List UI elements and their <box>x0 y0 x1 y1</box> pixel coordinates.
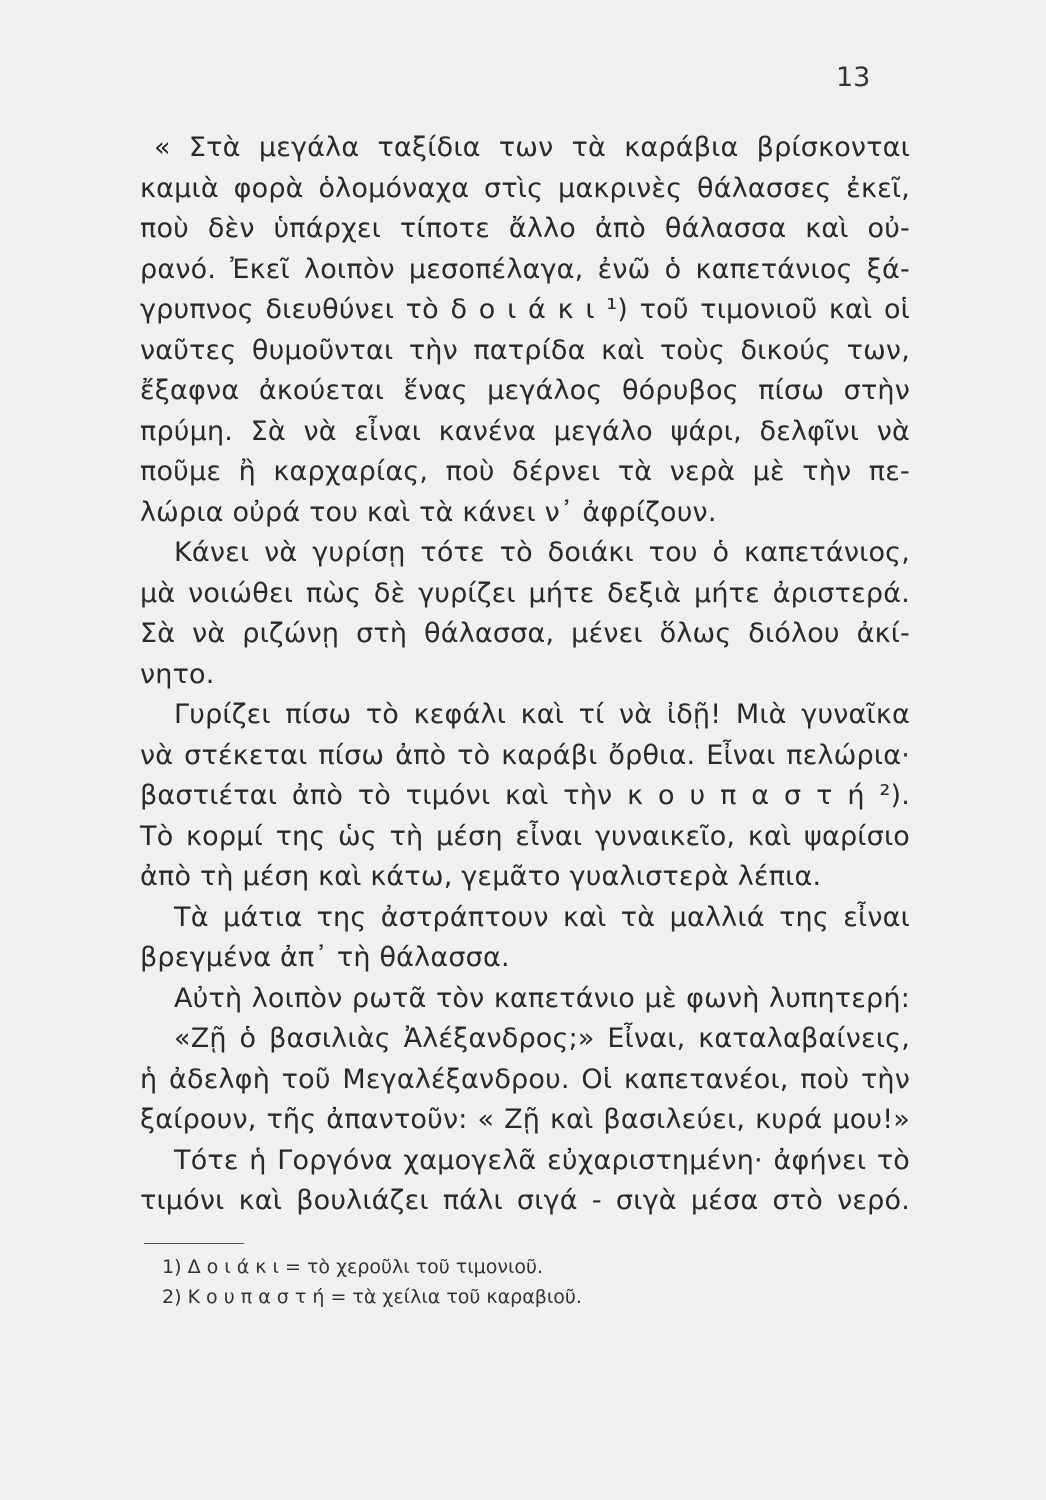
text-line: «Ζῇ ὁ βασιλιὰς Ἀλέξανδρος;» Εἶναι, καταλαβαίνεις, <box>174 1023 910 1054</box>
footnote-2 <box>162 1282 582 1312</box>
text-line: ἀπὸ τὴ μέση καὶ κάτω, γεμᾶτο γυαλιστερὰ λέπια. <box>140 861 822 892</box>
text-line: ποὺ δὲν ὑπάρχει τίποτε ἄλλο ἀπὸ θάλασσα καὶ οὐ- <box>140 213 910 244</box>
page-number: 13 <box>836 62 871 93</box>
text-line: βρεγμένα ἀπ᾽ τὴ θάλασσα. <box>140 942 510 973</box>
text-line: Σὰ νὰ ριζώνῃ στὴ θάλασσα, μένει ὅλως διόλου ἀκί- <box>140 618 910 649</box>
footnote-1 <box>162 1252 582 1282</box>
text-line: ναῦτες θυμοῦνται τὴν πατρίδα καὶ τοὺς δικούς των, <box>140 334 910 366</box>
text-line: Κάνει νὰ γυρίσῃ τότε τὸ δοιάκι του ὁ καπετάνιος, <box>174 537 910 568</box>
text-line: ἔξαφνα ἀκούεται ἕνας μεγάλος θόρυβος πίσω στὴν <box>140 375 910 406</box>
text-line: νητο. <box>140 658 215 690</box>
text-line: καμιὰ φορὰ ὁλομόναχα στὶς μακρινὲς θάλασσες ἐκεῖ, <box>140 172 910 204</box>
text-line: Τὸ κορμί της ὡς τὴ μέση εἶναι γυναικεῖο, καὶ ψαρίσιο <box>140 820 910 852</box>
text-line: ἡ ἀδελφὴ τοῦ Μεγαλέξανδρου. Οἱ καπετανέοι, ποὺ τὴν <box>140 1063 910 1095</box>
footnote-marker: 1) <box>162 1256 182 1278</box>
text-line: ρανό. Ἐκεῖ λοιπὸν μεσοπέλαγα, ἐνῶ ὁ καπετάνιος ξά- <box>140 253 910 285</box>
text-line: ξαίρουν, τῆς ἀπαντοῦν: « Ζῇ καὶ βασιλεύει, κυρά μου!» <box>140 1104 910 1135</box>
footnote-term: Δ ο ι ά κ ι <box>187 1256 279 1278</box>
footnote-definition: = τὰ χείλια τοῦ καραβιοῦ. <box>330 1286 582 1308</box>
footnote-term: Κ ο υ π α σ τ ή <box>187 1286 325 1308</box>
text-line: Τότε ἡ Γοργόνα χαμογελᾶ εὐχαριστημένη· ἀφήνει τὸ <box>174 1144 910 1176</box>
text-line: γρυπνος διευθύνει τὸ δ ο ι ά κ ι ¹) τοῦ τιμονιοῦ καὶ οἱ <box>140 294 910 325</box>
footnote-definition: = τὸ χεροῦλι τοῦ τιμονιοῦ. <box>285 1256 544 1278</box>
text-line: Τὰ μάτια της ἀστράπτουν καὶ τὰ μαλλιά της εἶναι <box>174 901 910 933</box>
text-line: νὰ στέκεται πίσω ἀπὸ τὸ καράβι ὄρθια. Εἶναι πελώρια· <box>140 739 910 771</box>
text-line: πρύμη. Σὰ νὰ εἶναι κανένα μεγάλο ψάρι, δελφῖνι νὰ <box>140 415 910 447</box>
text-line: Γυρίζει πίσω τὸ κεφάλι καὶ τί νὰ ἰδῇ! Μιὰ γυναῖκα <box>174 699 910 730</box>
text-line: Αὐτὴ λοιπὸν ρωτᾶ τὸν καπετάνιο μὲ φωνὴ λυπητερή: <box>174 982 910 1014</box>
text-line: λώρια οὐρά του καὶ τὰ κάνει ν᾽ ἀφρίζουν. <box>140 496 717 528</box>
text-line: ποῦμε ἢ καρχαρίας, ποὺ δέρνει τὰ νερὰ μὲ τὴν πε- <box>140 456 910 487</box>
text-line: τιμόνι καὶ βουλιάζει πάλι σιγά - σιγὰ μέσα στὸ νερό. <box>140 1185 910 1216</box>
text-line: βαστιέται ἀπὸ τὸ τιμόνι καὶ τὴν κ ο υ π α σ τ ή ²). <box>140 780 910 811</box>
footnote-marker: 2) <box>162 1286 182 1308</box>
footnote-divider <box>144 1243 244 1244</box>
text-line: μὰ νοιώθει πὼς δὲ γυρίζει μήτε δεξιὰ μήτε ἀριστερά. <box>140 577 910 609</box>
footnotes <box>162 1252 582 1312</box>
body-text <box>140 128 910 1222</box>
text-line: « Στὰ μεγάλα ταξίδια των τὰ καράβια βρίσκονται <box>154 132 910 163</box>
